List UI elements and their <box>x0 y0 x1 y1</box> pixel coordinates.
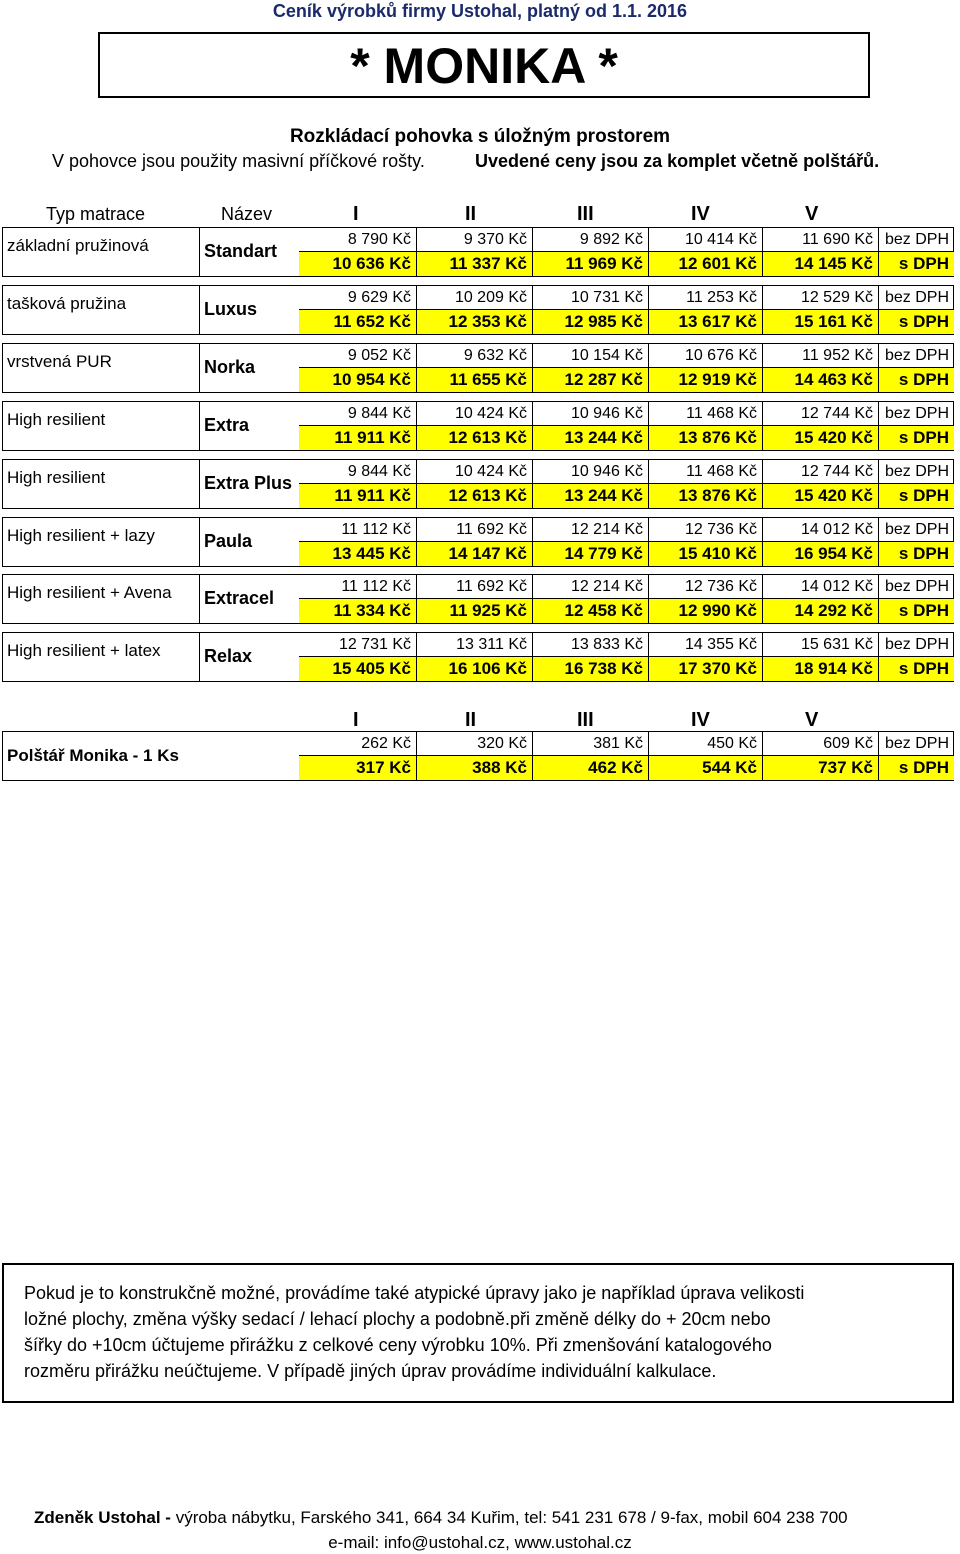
mattress-name: Norka <box>199 344 299 392</box>
price-row-gross <box>299 310 954 334</box>
price-row-gross <box>299 542 954 566</box>
pillow-header-cat-3: III <box>577 709 594 731</box>
price-cell-gross: 544 Kč <box>648 756 762 780</box>
price-cell-net: 262 Kč <box>299 732 416 756</box>
column-header-cat-3: III <box>577 203 594 225</box>
label-without-vat: bez DPH <box>878 286 954 310</box>
label-with-vat: s DPH <box>878 484 954 508</box>
pillow-header-cat-2: II <box>465 709 477 731</box>
price-cell-gross: 10 954 Kč <box>332 370 411 389</box>
column-header-cat-5: V <box>805 203 819 225</box>
price-cell-gross: 14 147 Kč <box>416 542 532 566</box>
mattress-row <box>2 517 954 567</box>
mattress-type: tašková pružina <box>7 294 127 313</box>
price-list-heading: Ceník výrobků firmy Ustohal, platný od 1.1. 2016 <box>272 1 688 21</box>
label-with-vat: s DPH <box>878 756 954 780</box>
column-header-type: Typ matrace <box>46 204 146 224</box>
mattress-prices <box>299 575 954 623</box>
price-cell-net: 10 676 Kč <box>648 344 762 368</box>
price-cell-gross: 13 244 Kč <box>532 426 648 450</box>
price-cell-gross: 10 636 Kč <box>332 254 411 273</box>
price-cell-gross: 15 420 Kč <box>762 484 878 508</box>
company-name: Zdeněk Ustohal - <box>34 1508 171 1527</box>
mattress-name: Extra <box>199 402 299 450</box>
column-header-cat-1: I <box>353 203 359 225</box>
price-cell-gross: 17 370 Kč <box>648 657 762 681</box>
price-cell-net: 12 529 Kč <box>762 286 878 310</box>
column-header-cat-4: IV <box>691 203 710 225</box>
price-cell-gross: 737 Kč <box>762 756 878 780</box>
price-cell-gross: 12 919 Kč <box>648 368 762 392</box>
price-cell-net: 13 311 Kč <box>416 633 532 657</box>
price-cell-net: 11 468 Kč <box>648 460 762 484</box>
price-cell-gross: 13 617 Kč <box>648 310 762 334</box>
price-cell-net: 8 790 Kč <box>299 228 416 252</box>
mattress-type: High resilient <box>7 410 106 429</box>
price-cell-gross: 12 458 Kč <box>532 599 648 623</box>
price-cell-gross: 14 292 Kč <box>762 599 878 623</box>
contact-web: e-mail: info@ustohal.cz, www.ustohal.cz <box>328 1533 632 1552</box>
price-cell-net: 11 692 Kč <box>416 518 532 542</box>
price-row-gross <box>299 426 954 450</box>
mattress-row <box>2 227 954 277</box>
price-cell-net: 12 214 Kč <box>532 575 648 599</box>
price-row-gross <box>299 599 954 623</box>
product-subtitle: Rozkládací pohovka s úložným prostorem <box>289 126 671 147</box>
price-cell-gross: 13 876 Kč <box>648 426 762 450</box>
price-cell-gross: 13 876 Kč <box>648 484 762 508</box>
price-cell-net: 13 833 Kč <box>532 633 648 657</box>
price-row-gross <box>299 657 954 681</box>
price-cell-gross: 11 969 Kč <box>532 252 648 276</box>
mattress-type: základní pružinová <box>7 236 149 255</box>
price-cell-net: 11 952 Kč <box>762 344 878 368</box>
price-cell-net: 12 744 Kč <box>762 402 878 426</box>
price-cell-gross: 11 652 Kč <box>333 312 411 331</box>
price-cell-net: 12 744 Kč <box>762 460 878 484</box>
price-cell-gross: 12 985 Kč <box>532 310 648 334</box>
price-cell-gross: 12 353 Kč <box>416 310 532 334</box>
price-cell-net: 12 731 Kč <box>299 633 416 657</box>
price-row-net <box>299 460 954 484</box>
price-row-gross <box>299 368 954 392</box>
price-cell-net: 11 692 Kč <box>416 575 532 599</box>
price-cell-gross: 13 445 Kč <box>332 544 411 563</box>
price-cell-gross: 18 914 Kč <box>762 657 878 681</box>
note-line: rozměru přirážku neúčtujeme. V případě jiných úprav provádíme individuální kalkulace. <box>24 1361 717 1381</box>
pillow-header-cat-5: V <box>805 709 819 731</box>
price-cell-net: 10 424 Kč <box>416 460 532 484</box>
price-cell-gross: 12 613 Kč <box>416 426 532 450</box>
label-without-vat: bez DPH <box>878 402 954 426</box>
column-header-cat-2: II <box>465 203 477 225</box>
price-cell-gross: 14 463 Kč <box>762 368 878 392</box>
mattress-prices <box>299 633 954 681</box>
mattress-type: vrstvená PUR <box>7 352 112 371</box>
mattress-type: High resilient + lazy <box>7 526 155 545</box>
price-cell-net: 10 731 Kč <box>532 286 648 310</box>
price-row-gross <box>299 484 954 508</box>
price-cell-gross: 15 420 Kč <box>762 426 878 450</box>
mattress-type: High resilient <box>7 468 106 487</box>
mattress-type: High resilient + latex <box>7 641 161 660</box>
price-cell-net: 12 214 Kč <box>532 518 648 542</box>
price-row-net <box>299 344 954 368</box>
price-cell-net: 320 Kč <box>416 732 532 756</box>
price-cell-gross: 16 106 Kč <box>416 657 532 681</box>
price-cell-net: 10 946 Kč <box>532 460 648 484</box>
mattress-name: Relax <box>199 633 299 681</box>
price-cell-net: 11 253 Kč <box>648 286 762 310</box>
mattress-name: Standart <box>199 228 299 276</box>
mattress-prices <box>299 228 954 276</box>
mattress-prices <box>299 518 954 566</box>
contact-line <box>34 1508 960 1528</box>
price-row-net <box>299 633 954 657</box>
mattress-row <box>2 574 954 624</box>
price-row-net <box>299 575 954 599</box>
price-cell-net: 10 154 Kč <box>532 344 648 368</box>
price-row-net <box>299 732 954 756</box>
price-row-net <box>299 286 954 310</box>
note-prices: Uvedené ceny jsou za komplet včetně polštářů. <box>475 151 880 171</box>
label-with-vat: s DPH <box>878 310 954 334</box>
label-with-vat: s DPH <box>878 368 954 392</box>
price-cell-gross: 11 925 Kč <box>416 599 532 623</box>
note-line: ložné plochy, změna výšky sedací / lehací plochy a podobně.při změně délky do + 20cm nebo <box>24 1309 771 1329</box>
price-cell-net: 609 Kč <box>762 732 878 756</box>
mattress-name: Luxus <box>199 286 299 334</box>
mattress-row <box>2 285 954 335</box>
price-cell-gross: 16 738 Kč <box>532 657 648 681</box>
price-cell-gross: 11 334 Kč <box>333 601 411 620</box>
price-cell-net: 14 012 Kč <box>762 518 878 542</box>
price-cell-net: 14 012 Kč <box>762 575 878 599</box>
label-without-vat: bez DPH <box>878 518 954 542</box>
mattress-name: Extracel <box>199 575 299 623</box>
price-cell-net: 10 209 Kč <box>416 286 532 310</box>
price-cell-net: 15 631 Kč <box>762 633 878 657</box>
price-cell-net: 11 468 Kč <box>648 402 762 426</box>
price-cell-net: 9 370 Kč <box>416 228 532 252</box>
price-cell-net: 9 892 Kč <box>532 228 648 252</box>
label-without-vat: bez DPH <box>878 344 954 368</box>
mattress-prices <box>299 286 954 334</box>
label-with-vat: s DPH <box>878 542 954 566</box>
price-cell-net: 9 629 Kč <box>299 286 416 310</box>
price-cell-net: 14 355 Kč <box>648 633 762 657</box>
price-cell-net: 9 844 Kč <box>299 402 416 426</box>
pillow-prices <box>299 732 954 780</box>
pillow-header-cat-4: IV <box>691 709 710 731</box>
mattress-prices <box>299 344 954 392</box>
mattress-row <box>2 401 954 451</box>
price-row-gross <box>299 756 954 780</box>
price-cell-net: 10 414 Kč <box>648 228 762 252</box>
column-header-name: Název <box>221 204 273 224</box>
price-cell-gross: 462 Kč <box>532 756 648 780</box>
price-row-net <box>299 518 954 542</box>
label-without-vat: bez DPH <box>878 575 954 599</box>
price-cell-gross: 11 911 Kč <box>334 428 411 447</box>
company-details: výroba nábytku, Farského 341, 664 34 Kuřim, tel: 541 231 678 / 9-fax, mobil 604 238 700 <box>170 1508 848 1527</box>
label-without-vat: bez DPH <box>878 633 954 657</box>
price-cell-gross: 12 287 Kč <box>532 368 648 392</box>
note-slats: V pohovce jsou použity masivní příčkové rošty. <box>52 151 425 171</box>
custom-modifications-note <box>2 1263 954 1403</box>
note-line: Pokud je to konstrukčně možné, provádíme také atypické úpravy jako je například úprava velikosti <box>24 1283 805 1303</box>
mattress-name: Extra Plus <box>199 460 299 508</box>
price-cell-net: 12 736 Kč <box>648 575 762 599</box>
price-cell-gross: 14 145 Kč <box>762 252 878 276</box>
label-with-vat: s DPH <box>878 252 954 276</box>
label-without-vat: bez DPH <box>878 732 954 756</box>
price-cell-gross: 15 161 Kč <box>762 310 878 334</box>
price-cell-gross: 12 990 Kč <box>648 599 762 623</box>
price-cell-gross: 15 410 Kč <box>648 542 762 566</box>
mattress-row <box>2 459 954 509</box>
price-row-net <box>299 228 954 252</box>
price-cell-gross: 388 Kč <box>416 756 532 780</box>
pillow-name: Polštář Monika - 1 Ks <box>7 746 179 765</box>
mattress-prices <box>299 460 954 508</box>
price-cell-gross: 12 613 Kč <box>416 484 532 508</box>
price-cell-net: 11 112 Kč <box>299 575 416 599</box>
price-cell-net: 9 632 Kč <box>416 344 532 368</box>
price-cell-net: 9 844 Kč <box>299 460 416 484</box>
mattress-row <box>2 343 954 393</box>
price-cell-gross: 11 911 Kč <box>334 486 411 505</box>
pillow-header-cat-1: I <box>353 709 359 731</box>
price-cell-gross: 317 Kč <box>356 758 411 777</box>
label-with-vat: s DPH <box>878 426 954 450</box>
label-without-vat: bez DPH <box>878 460 954 484</box>
price-cell-net: 10 424 Kč <box>416 402 532 426</box>
mattress-type: High resilient + Avena <box>7 583 172 602</box>
price-row-net <box>299 402 954 426</box>
mattress-prices <box>299 402 954 450</box>
price-cell-net: 9 052 Kč <box>299 344 416 368</box>
price-cell-gross: 16 954 Kč <box>762 542 878 566</box>
label-without-vat: bez DPH <box>878 228 954 252</box>
price-cell-net: 12 736 Kč <box>648 518 762 542</box>
price-cell-net: 381 Kč <box>532 732 648 756</box>
price-cell-net: 11 112 Kč <box>299 518 416 542</box>
price-cell-gross: 11 655 Kč <box>416 368 532 392</box>
pillow-price-row <box>2 731 954 781</box>
label-with-vat: s DPH <box>878 599 954 623</box>
price-cell-gross: 12 601 Kč <box>648 252 762 276</box>
note-line: šířky do +10cm účtujeme přirážku z celkové ceny výrobku 10%. Při zmenšování katalogového <box>24 1335 772 1355</box>
price-cell-net: 450 Kč <box>648 732 762 756</box>
mattress-name: Paula <box>199 518 299 566</box>
price-cell-gross: 14 779 Kč <box>532 542 648 566</box>
price-row-gross <box>299 252 954 276</box>
price-cell-net: 11 690 Kč <box>762 228 878 252</box>
price-cell-gross: 11 337 Kč <box>416 252 532 276</box>
price-cell-net: 10 946 Kč <box>532 402 648 426</box>
price-cell-gross: 13 244 Kč <box>532 484 648 508</box>
mattress-row <box>2 632 954 682</box>
label-with-vat: s DPH <box>878 657 954 681</box>
price-cell-gross: 15 405 Kč <box>332 659 411 678</box>
product-title: * MONIKA * <box>98 32 870 98</box>
